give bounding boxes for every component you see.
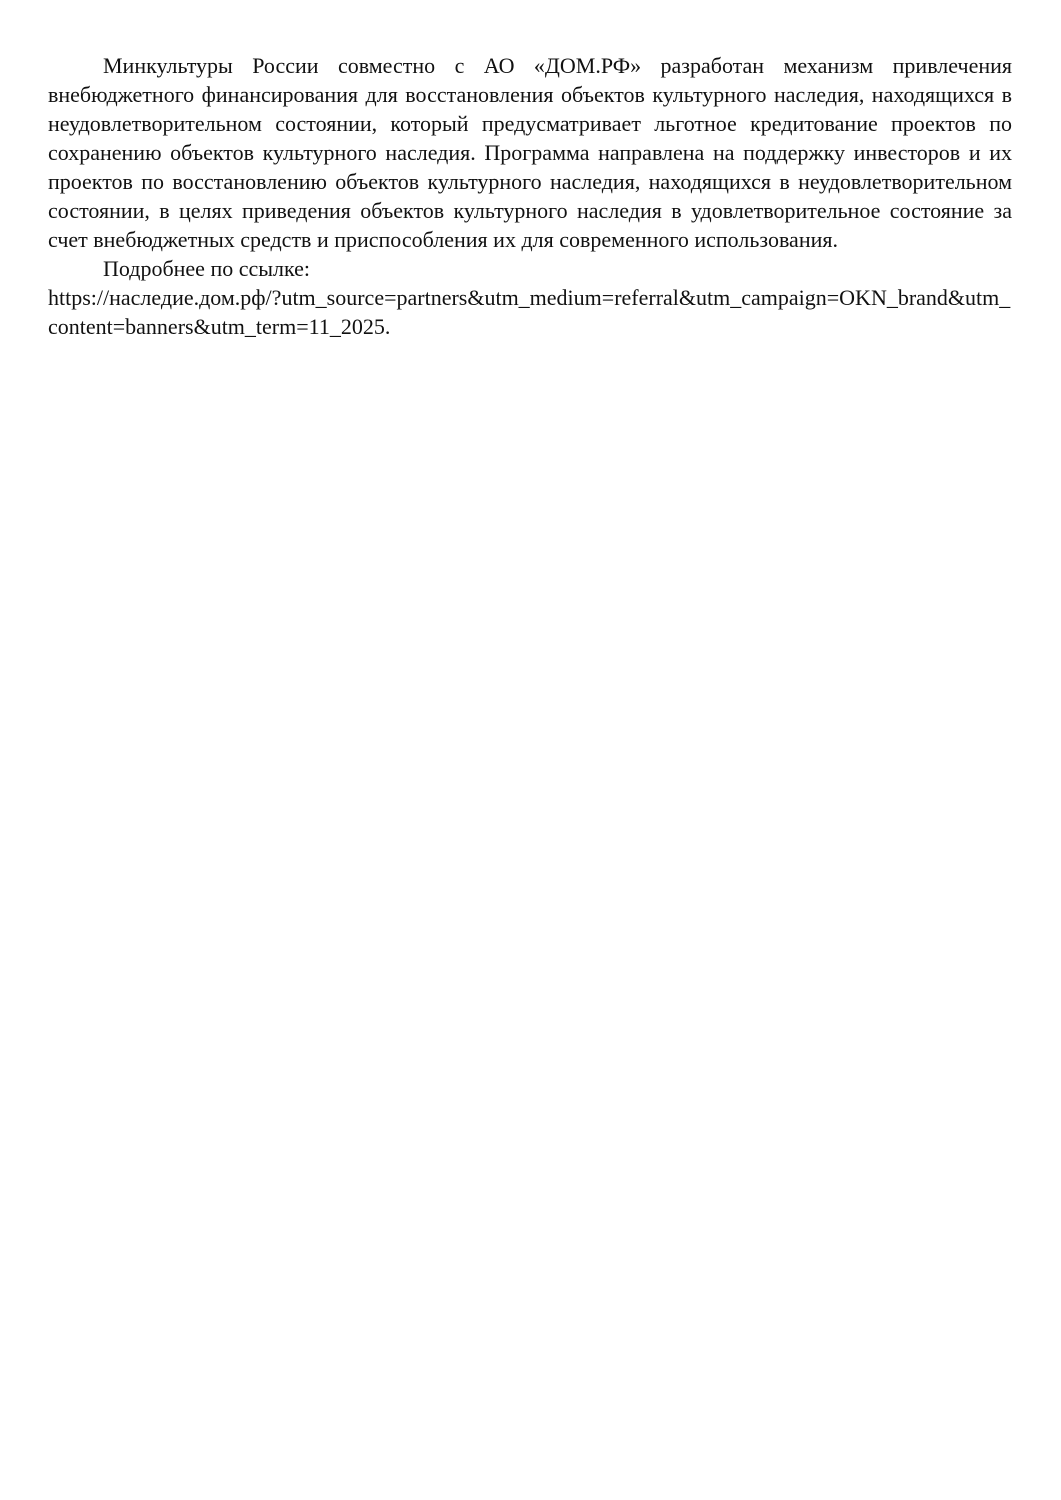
heritage-url-link[interactable]: https://наследие.дом.рф/?utm_source=partners&utm_medium=referral&utm_campaign=OKN_brand&utm_content=banners&utm_term=11_2025 xyxy=(48,285,1011,339)
link-sentence-period: . xyxy=(384,314,391,339)
paragraph-more-info: Подробнее по ссылке: xyxy=(103,256,311,281)
paragraph-main: Минкультуры России совместно с АО «ДОМ.РФ» разработан механизм привлечения внебюджетного финансирования для восстановления объектов культурного наследия, находящихся в неудовлетворительном состоянии, который предусматривает льготное кредитование проектов по сохранению объектов культурного наследия. Программа направлена на поддержку инвесторов и их проектов по восстановлению объектов культурного наследия, находящихся в неудовлетворительном состоянии, в целях приведения объектов культурного наследия в удовлетворительное состояние за счет внебюджетных средств и приспособления их для современного использования. xyxy=(48,53,1012,252)
paragraph-link xyxy=(48,283,1012,341)
